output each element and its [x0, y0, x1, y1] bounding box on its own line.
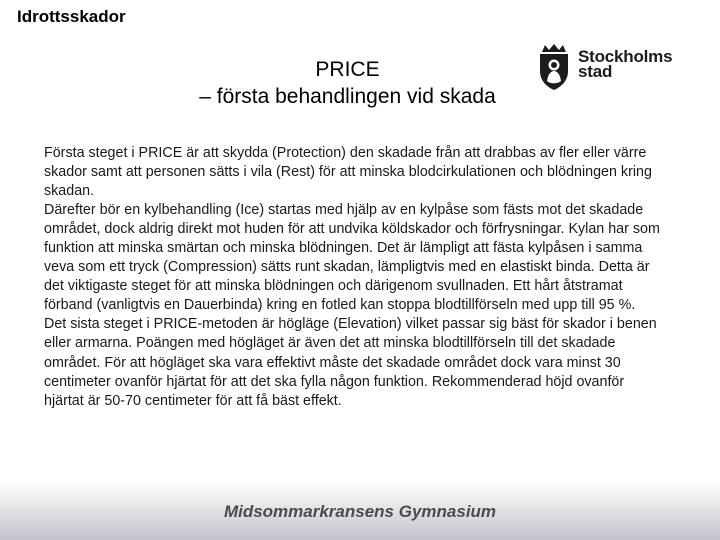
- body-paragraph-2: Därefter bör en kylbehandling (Ice) startas med hjälp av en kylpåse som fästs mot det skadade området, dock aldrig direkt mot huden för att undvika köldskador och förfrysningar. Kylan har som funktion att minska smärtan och minska blödningen. Det är lämpligt att fästa kylpåsen i samma veva som ett tryck (Compression) sätts runt skadan, lämpligtvis med en elastiskt binda. Detta är det viktigaste steget för att minska blödningen och därigenom svullnaden. Ett hårt åtstramat förband (vanligtvis en Dauerbinda) kring en fotled kan stoppa blodtillförseln med upp till 95 %.: [44, 202, 660, 314]
- body-paragraph-1: Första steget i PRICE är att skydda (Protection) den skadade från att drabbas av fler eller värre skador samt att personen sätts i vila (Rest) för att minska blodcirkulationen och blödningen kring skadan.: [44, 145, 652, 200]
- slide-title-line-2: – första behandlingen vid skada: [199, 85, 496, 108]
- stockholms-stad-logo: [536, 43, 671, 91]
- logo-text-stad: stad: [578, 62, 613, 81]
- body-text: [44, 144, 664, 411]
- body-paragraph-3: Det sista steget i PRICE-metoden är högläge (Elevation) vilket passar sig bäst för skador i benen eller armarna. Poängen med högläget är även det att minska blodtillförseln till det skadade området. För att högläget ska vara effektivt måste det skadade området dock vara minst 30 centimeter ovanför hjärtat för att det ska fylla någon funktion. Rekommenderad höjd ovanför hjärtat är 50-70 centimeter för att få bäst effekt.: [44, 316, 657, 409]
- logo-text-stockholms: Stockholms: [578, 47, 673, 66]
- header-title: Idrottsskador: [17, 7, 126, 26]
- stockholm-coat-of-arms-icon: [536, 43, 572, 91]
- slide-title-line-1: PRICE: [315, 58, 380, 81]
- footer-school-name: Midsommarkransens Gymnasium: [223, 502, 497, 521]
- slide-title: [150, 56, 545, 110]
